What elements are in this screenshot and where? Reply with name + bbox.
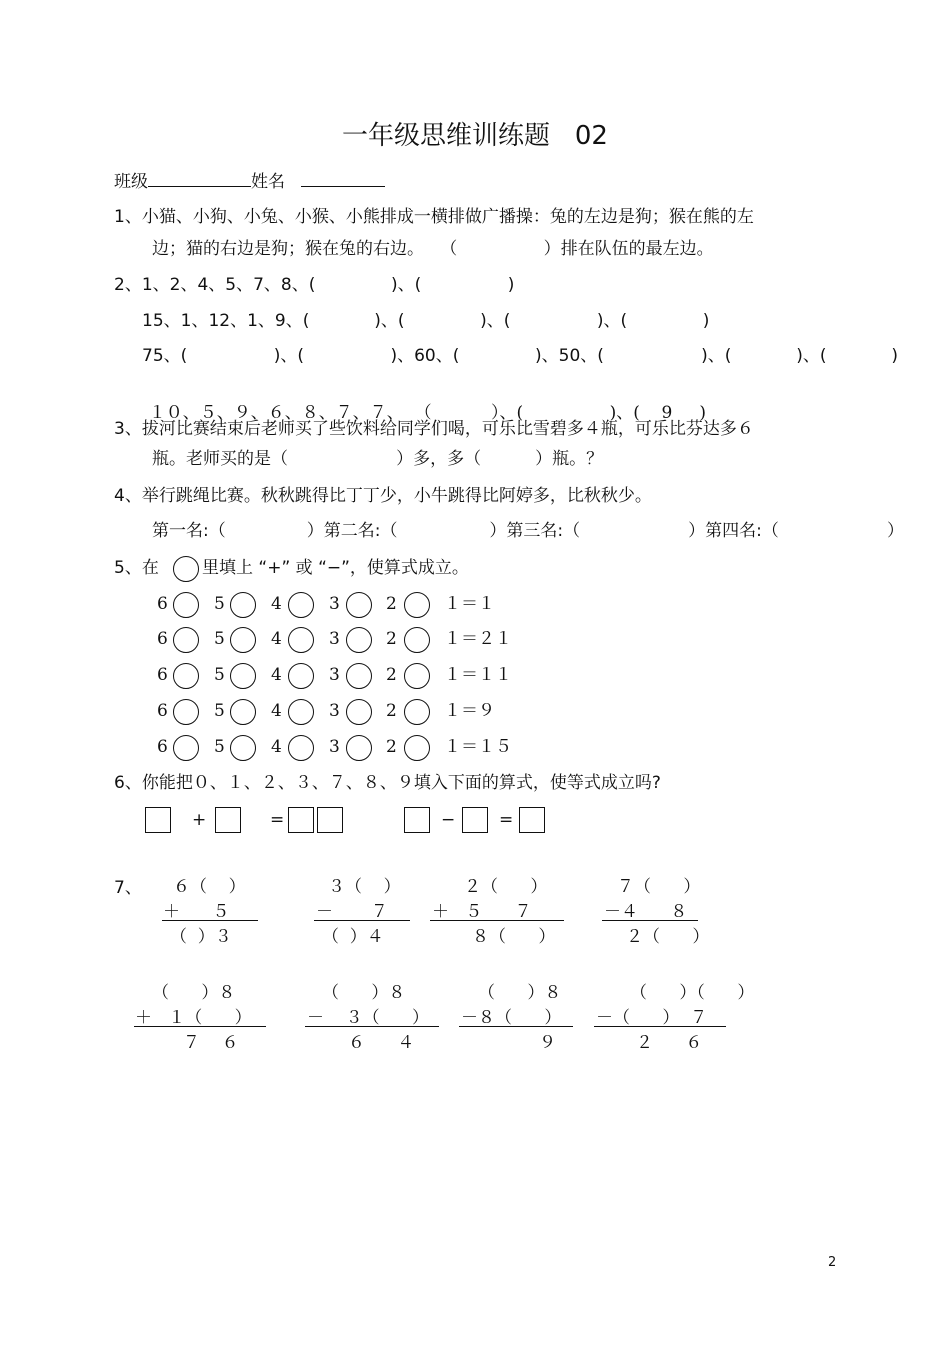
q6-minus-sign: − <box>441 810 456 830</box>
q5-operand: 6 <box>157 665 168 685</box>
q5-operator-circle[interactable] <box>230 663 256 689</box>
q5-operator-circle[interactable] <box>173 699 199 725</box>
q5-operand: 5 <box>214 737 225 757</box>
q7-sum-line <box>602 920 698 921</box>
q7-sum-line <box>459 1026 573 1027</box>
name-field[interactable] <box>301 170 385 187</box>
q5-operand: 2 <box>386 594 397 614</box>
name-label: 姓名 <box>251 172 285 192</box>
q5-operand: 2 <box>386 737 397 757</box>
q5-result: １＝１ <box>444 594 495 614</box>
q6-equals-sign: = <box>499 810 514 830</box>
q5-operand: 5 <box>214 665 225 685</box>
q7-problem-mid: －４ ８ <box>604 902 688 922</box>
q6-box[interactable] <box>317 807 343 833</box>
q5-operand: 3 <box>329 629 340 649</box>
q5-operand: 2 <box>386 665 397 685</box>
q7-problem-top: ６（ ） <box>173 877 246 897</box>
q5-operand: 4 <box>271 701 282 721</box>
q5-operator-circle[interactable] <box>173 592 199 618</box>
q7-problem-top: （ ）８ <box>322 983 406 1003</box>
q7-problem-top: （ ）８ <box>478 983 562 1003</box>
q5-operator-circle[interactable] <box>288 735 314 761</box>
class-label: 班级 <box>114 172 148 192</box>
q7-problem-top: （ ）８ <box>152 983 236 1003</box>
q7-problem-mid: －（ ） ７ <box>596 1008 708 1028</box>
q2-line1: 2、1、2、4、5、7、8、( )、( ) <box>114 275 515 295</box>
q5-operand: 2 <box>386 629 397 649</box>
q1-answer-blank[interactable]: （ ） <box>440 239 561 259</box>
q6-box[interactable] <box>462 807 488 833</box>
q6-box[interactable] <box>145 807 171 833</box>
q7-problem-bot: ２ ６ <box>636 1033 703 1053</box>
q5-operand: 5 <box>214 594 225 614</box>
q7-sum-line <box>305 1026 439 1027</box>
q5-operand: 2 <box>386 701 397 721</box>
q5-operator-circle[interactable] <box>230 592 256 618</box>
q7-problem-bot: ９ <box>539 1033 556 1053</box>
q7-problem-bot: ２（ ） <box>626 927 710 947</box>
q7-sum-line <box>314 920 410 921</box>
q7-problem-mid: － ３（ ） <box>307 1008 430 1028</box>
q5-operator-circle[interactable] <box>346 699 372 725</box>
q5-operator-circle[interactable] <box>173 735 199 761</box>
q5-operand: 4 <box>271 665 282 685</box>
q7-problem-bot: （ ）４ <box>322 927 384 947</box>
student-info <box>114 170 385 193</box>
class-field[interactable] <box>148 170 251 187</box>
q7-problem-mid: －８（ ） <box>461 1008 562 1028</box>
q5-result: １＝１５ <box>444 737 512 757</box>
q7-problem-top: （ ）（ ） <box>630 983 755 1003</box>
q5-operator-circle[interactable] <box>230 627 256 653</box>
q1-line1: 1、小猫、小狗、小兔、小猴、小熊排成一横排做广播操：兔的左边是狗；猴在熊的左 <box>114 207 754 227</box>
q5-operator-circle[interactable] <box>173 663 199 689</box>
q5-operand: 4 <box>271 629 282 649</box>
q7-sum-line <box>134 1026 266 1027</box>
q5-operand: 3 <box>329 665 340 685</box>
q5-operator-circle[interactable] <box>346 592 372 618</box>
q6-plus-sign: + <box>192 810 207 830</box>
q7-problem-top: ３（ ） <box>328 877 401 897</box>
q5-prompt-pre: 5、在 <box>114 558 159 578</box>
q5-operand: 4 <box>271 737 282 757</box>
page-title: 一年级思维训练题 02 <box>342 121 608 151</box>
q6-box[interactable] <box>288 807 314 833</box>
q5-operator-circle[interactable] <box>230 735 256 761</box>
q5-operand: 6 <box>157 701 168 721</box>
q5-operator-circle[interactable] <box>288 592 314 618</box>
q7-sum-line <box>430 920 564 921</box>
q5-prompt-post: 里填上 “+” 或 “−”，使算式成立。 <box>202 558 469 578</box>
q5-result: １＝９ <box>444 701 495 721</box>
q1-line2: 边；猫的右边是狗；猴在兔的右边。 （ ）排在队伍的最左边。 <box>152 239 714 259</box>
q2-line3: 75、( )、( )、60、( )、50、( )、( )、( ) <box>142 346 899 366</box>
q5-operator-circle[interactable] <box>404 699 430 725</box>
q5-operator-circle[interactable] <box>346 627 372 653</box>
q6-box[interactable] <box>519 807 545 833</box>
q7-problem-mid: － ７ <box>316 902 388 922</box>
q5-operator-circle[interactable] <box>346 735 372 761</box>
q5-operator-circle[interactable] <box>173 627 199 653</box>
q5-operand: 6 <box>157 629 168 649</box>
q5-result: １＝２１ <box>444 629 512 649</box>
q5-operator-circle[interactable] <box>404 592 430 618</box>
page-number: 2 <box>828 1255 837 1270</box>
q4-line1: 4、举行跳绳比赛。秋秋跳得比丁丁少，小牛跳得比阿婷多，比秋秋少。 <box>114 486 652 506</box>
q5-operator-circle[interactable] <box>288 663 314 689</box>
q5-operator-circle[interactable] <box>404 663 430 689</box>
q2-line4: １０、５、９、６、８、７、７、 （ ）、( )、( 9 ) <box>148 403 707 423</box>
q5-operand: 5 <box>214 629 225 649</box>
q3-line1: 3、拔河比赛结束后老师买了些饮料给同学们喝，可乐比雪碧多４瓶，可乐比芬达多６ <box>114 419 754 439</box>
q7-problem-bot: ８（ ） <box>472 927 556 947</box>
q7-problem-bot: ７ ６ <box>183 1033 239 1053</box>
q6-box[interactable] <box>215 807 241 833</box>
q7-problem-top: ２（ ） <box>464 877 548 897</box>
q5-operand: 6 <box>157 594 168 614</box>
q7-problem-bot: ６ ４ <box>348 1033 415 1053</box>
q5-operand: 3 <box>329 701 340 721</box>
q7-problem-mid: ＋ ５ <box>163 902 230 922</box>
q6-box[interactable] <box>404 807 430 833</box>
q5-operand: 3 <box>329 737 340 757</box>
title-number: 02 <box>574 121 608 151</box>
q6-prompt: 6、你能把０、１、２、３、７、８、９填入下面的算式，使等式成立吗? <box>114 773 661 793</box>
q5-operator-circle[interactable] <box>346 663 372 689</box>
q5-operand: 3 <box>329 594 340 614</box>
q7-label: 7、 <box>114 878 142 898</box>
q5-operator-circle[interactable] <box>404 735 430 761</box>
q7-problem-mid: ＋ ５ ７ <box>432 902 532 922</box>
q5-operator-circle[interactable] <box>288 699 314 725</box>
q5-operator-circle[interactable] <box>288 627 314 653</box>
q5-operand: 6 <box>157 737 168 757</box>
q2-given-nine: 9 <box>661 403 673 423</box>
q7-problem-mid: ＋ １（ ） <box>135 1008 252 1028</box>
q7-problem-top: ７（ ） <box>617 877 701 897</box>
q7-sum-line <box>162 920 258 921</box>
q5-example-circle <box>173 556 199 582</box>
q7-problem-bot: （ ）３ <box>170 927 232 947</box>
q5-operator-circle[interactable] <box>404 627 430 653</box>
q2-line2: 15、1、12、1、9、( )、( )、( )、( ) <box>142 311 710 331</box>
q3-line2: 瓶。老师买的是（ ）多，多（ ）瓶。？ <box>152 449 604 469</box>
q5-result: １＝１１ <box>444 665 512 685</box>
q7-sum-line <box>594 1026 726 1027</box>
q5-operator-circle[interactable] <box>230 699 256 725</box>
q5-operand: 4 <box>271 594 282 614</box>
q6-equals-sign: = <box>270 810 285 830</box>
q4-line2: 第一名:（ ）第二名:（ ）第三名:（ ）第四名:（ ） <box>152 521 904 541</box>
q5-operand: 5 <box>214 701 225 721</box>
